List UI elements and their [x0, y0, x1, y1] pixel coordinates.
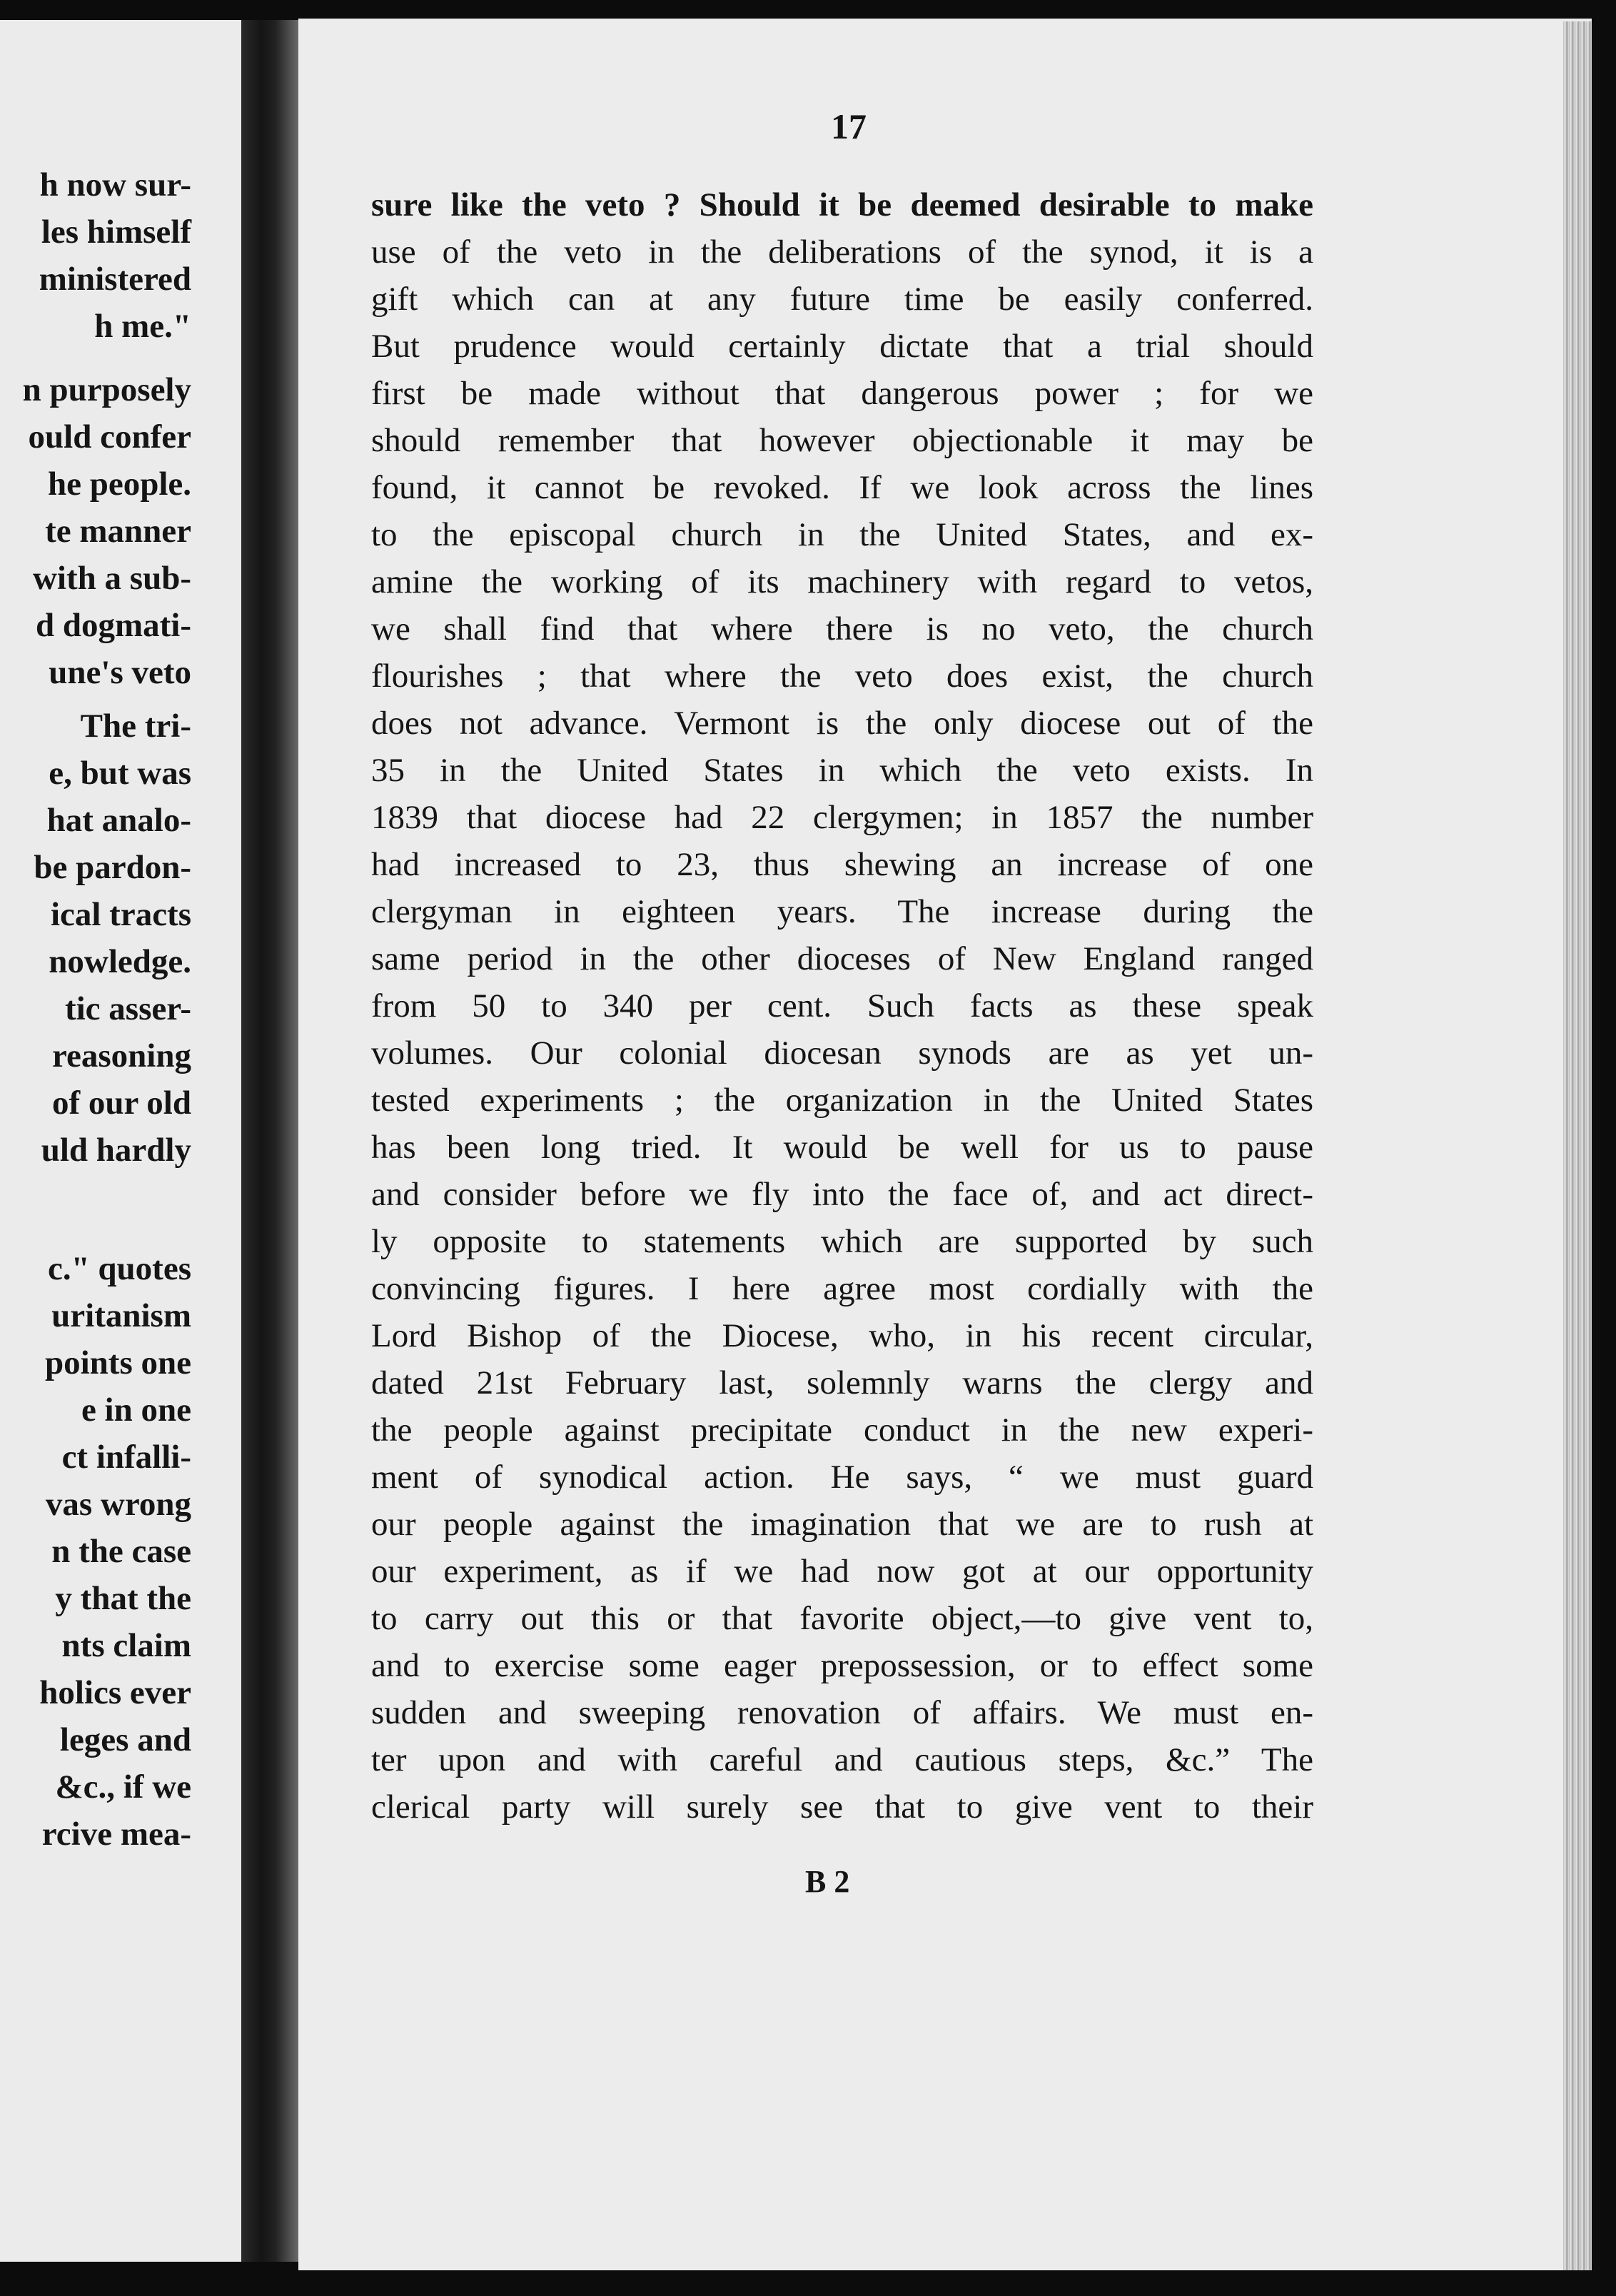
left-text-line: of our old: [52, 1084, 191, 1122]
left-text-line: n purposely: [22, 371, 191, 408]
left-text-line: uld hardly: [41, 1132, 191, 1169]
text-line: and consider before we fly into the face of, and act direct-: [371, 1176, 1313, 1213]
text-line: gift which can at any future time be easily conferred.: [371, 281, 1313, 318]
page-number: 17: [831, 106, 867, 146]
left-text-line: e, but was: [49, 755, 191, 792]
left-text-line: e in one: [81, 1391, 191, 1429]
text-line: should remember that however objectionable it may be: [371, 422, 1313, 459]
left-text-line: The tri-: [80, 708, 191, 745]
text-line: clerical party will surely see that to give vent to their: [371, 1788, 1313, 1826]
text-line: the people against precipitate conduct in the new experi-: [371, 1411, 1313, 1449]
left-text-line: vas wrong: [45, 1486, 191, 1523]
text-line: ly opposite to statements which are supported by such: [371, 1223, 1313, 1260]
left-text-line: nts claim: [61, 1627, 191, 1664]
text-line: ment of synodical action. He says, “ we must guard: [371, 1459, 1313, 1496]
text-line: our people against the imagination that we are to rush at: [371, 1506, 1313, 1543]
text-line: found, it cannot be revoked. If we look across the lines: [371, 469, 1313, 506]
text-line: does not advance. Vermont is the only diocese out of the: [371, 705, 1313, 742]
left-text-line: h me.": [94, 308, 191, 345]
text-line: to the episcopal church in the United States, and ex-: [371, 516, 1313, 553]
text-line: But prudence would certainly dictate that a trial should: [371, 328, 1313, 365]
text-line: convincing figures. I here agree most cordially with the: [371, 1270, 1313, 1307]
signature-mark: B 2: [805, 1864, 850, 1899]
left-text-line: hat analo-: [46, 802, 191, 839]
left-text-line: be pardon-: [34, 849, 191, 886]
left-text-line: d dogmati-: [35, 607, 191, 644]
text-line: our experiment, as if we had now got at our opportunity: [371, 1553, 1313, 1590]
left-text-line: holics ever: [39, 1674, 191, 1711]
page-edge: [1563, 21, 1592, 2270]
left-text-line: nowledge.: [49, 943, 191, 980]
text-line: has been long tried. It would be well for us to pause: [371, 1129, 1313, 1166]
text-line: dated 21st February last, solemnly warns the clergy and: [371, 1364, 1313, 1401]
text-line: sure like the veto ? Should it be deemed desirable to make: [371, 186, 1313, 223]
left-text-line: ministered: [39, 261, 191, 298]
text-line: clergyman in eighteen years. The increase during the: [371, 893, 1313, 930]
left-text-line: n the case: [51, 1533, 191, 1570]
left-text-line: ct infalli-: [61, 1439, 191, 1476]
text-line: flourishes ; that where the veto does exist, the church: [371, 658, 1313, 695]
left-text-line: uritanism: [51, 1297, 191, 1334]
left-text-line: leges and: [59, 1721, 191, 1758]
text-line: 1839 that diocese had 22 clergymen; in 1857 the number: [371, 799, 1313, 836]
left-text-line: with a sub-: [32, 560, 191, 597]
text-line: from 50 to 340 per cent. Such facts as these speak: [371, 987, 1313, 1024]
text-line: sudden and sweeping renovation of affairs. We must en-: [371, 1694, 1313, 1731]
text-line: amine the working of its machinery with regard to vetos,: [371, 563, 1313, 600]
left-text-line: h now sur-: [39, 166, 191, 203]
left-text-line: les himself: [41, 213, 191, 251]
text-line: same period in the other dioceses of New England ranged: [371, 940, 1313, 977]
left-text-line: ical tracts: [50, 896, 191, 933]
left-text-line: y that the: [55, 1580, 191, 1617]
left-text-line: &c., if we: [55, 1768, 191, 1806]
text-line: and to exercise some eager prepossession, or to effect some: [371, 1647, 1313, 1684]
left-text-line: tic asser-: [64, 990, 191, 1027]
left-text-line: c." quotes: [47, 1250, 191, 1287]
left-text-line: points one: [44, 1344, 191, 1381]
book-binding: [241, 20, 298, 2262]
text-line: Lord Bishop of the Diocese, who, in his recent circular,: [371, 1317, 1313, 1354]
text-line: to carry out this or that favorite object,—to give vent to,: [371, 1600, 1313, 1637]
left-text-line: te manner: [45, 513, 191, 550]
text-line: we shall find that where there is no veto, the church: [371, 610, 1313, 648]
left-text-line: rcive mea-: [41, 1816, 191, 1853]
text-line: first be made without that dangerous power ; for we: [371, 375, 1313, 412]
text-line: 35 in the United States in which the veto exists. In: [371, 752, 1313, 789]
text-line: use of the veto in the deliberations of the synod, it is a: [371, 233, 1313, 271]
text-line: volumes. Our colonial diocesan synods are as yet un-: [371, 1034, 1313, 1072]
text-line: ter upon and with careful and cautious steps, &c.” The: [371, 1741, 1313, 1778]
left-text-line: reasoning: [52, 1037, 191, 1074]
text-line: tested experiments ; the organization in the United States: [371, 1082, 1313, 1119]
left-page: [0, 20, 241, 2262]
left-text-line: he people.: [47, 465, 191, 503]
left-text-line: ould confer: [28, 418, 191, 455]
text-line: had increased to 23, thus shewing an increase of one: [371, 846, 1313, 883]
left-text-line: une's veto: [49, 654, 191, 691]
